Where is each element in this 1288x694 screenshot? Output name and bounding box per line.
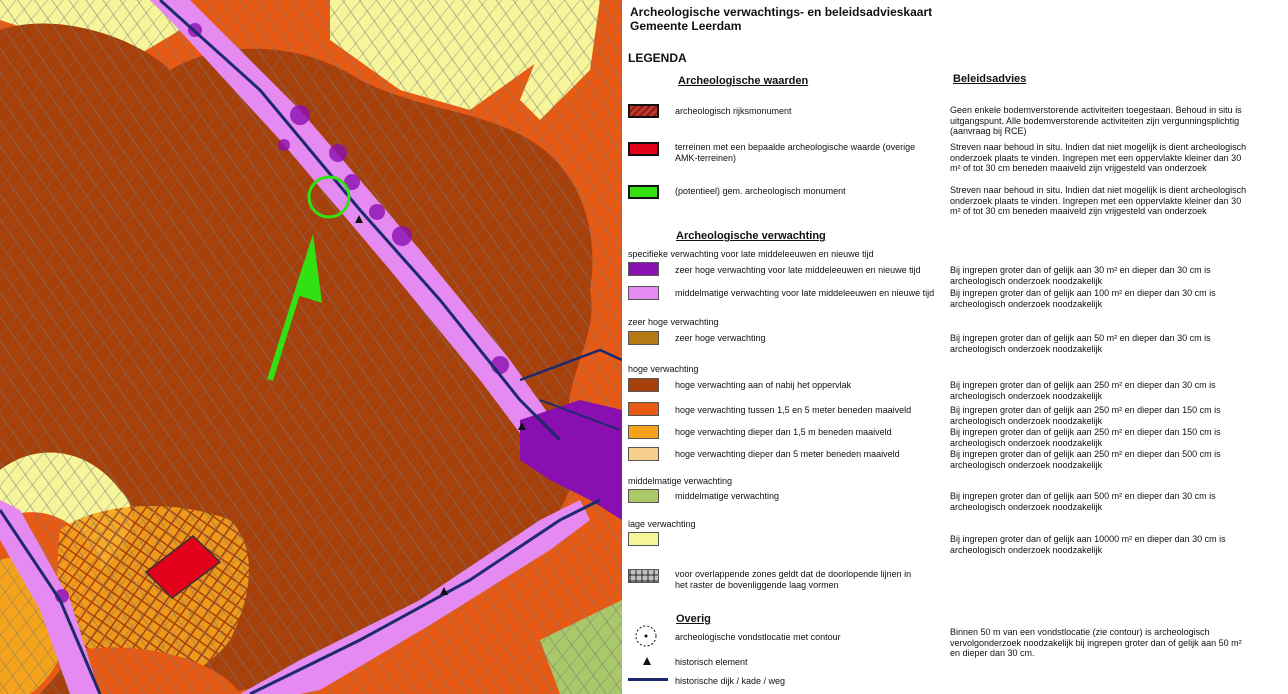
- swatch-green: [628, 489, 659, 503]
- legend-item-label: zeer hoge verwachting voor late middeleeuwen en nieuwe tijd: [675, 265, 921, 275]
- swatch-gem-monument: [628, 185, 659, 199]
- legend-item-label: middelmatige verwachting voor late middeleeuwen en nieuwe tijd: [675, 288, 935, 298]
- swatch-amber: [628, 425, 659, 439]
- map-subtitle: Gemeente Leerdam: [630, 19, 742, 33]
- dotted-circle-icon: [634, 624, 658, 648]
- line-icon: [628, 678, 668, 681]
- values-heading: Archeologische waarden: [678, 75, 809, 87]
- legend-heading: LEGENDA: [628, 51, 687, 65]
- swatch-brown: [628, 378, 659, 392]
- overlap-note: voor overlappende zones geldt dat de doorlopende lijnen in het raster de bovenliggende laag vormen: [675, 569, 912, 590]
- legend-item-label: hoge verwachting aan of nabij het oppervlak: [675, 380, 852, 390]
- legend-item-label: hoge verwachting dieper dan 5 meter beneden maaiveld: [675, 449, 900, 459]
- legend-item-advice: Bij ingrepen groter dan of gelijk aan 30 m² en dieper dan 30 cm is archeologisch onderzoek noodzakelijk: [950, 265, 1211, 286]
- legend-item-advice: Bij ingrepen groter dan of gelijk aan 50 m² en dieper dan 30 cm is archeologisch onderzoek noodzakelijk: [950, 333, 1211, 354]
- swatch-amk: [628, 142, 659, 156]
- legend-item-advice: Bij ingrepen groter dan of gelijk aan 250 m² en dieper dan 150 cm is archeologisch onderzoek noodzakelijk: [950, 405, 1221, 426]
- legend-item-label: hoge verwachting dieper dan 1,5 m beneden maaiveld: [675, 427, 892, 437]
- legend-value-advice: Streven naar behoud in situ. Indien dat niet mogelijk is dient archeologisch onderzoek plaats te vinden. Ingrepen met een oppervlakte kleiner dan 30 m² of tot 30 cm beneden maaiveld zijn vrijgesteld van onderzoek: [950, 185, 1247, 216]
- swatch-purple: [628, 262, 659, 276]
- legend-item-advice: Bij ingrepen groter dan of gelijk aan 250 m² en dieper dan 150 cm is archeologisch onderzoek noodzakelijk: [950, 427, 1221, 448]
- legend-other-advice: Binnen 50 m van een vondstlocatie (zie contour) is archeologisch vervolgonderzoek noodzakelijk bij ingrepen groter dan of gelijk aan 50 m² en dieper dan 30 cm.: [950, 627, 1242, 658]
- legend-value-label: terreinen met een bepaalde archeologische waarde (overige AMK-terreinen): [675, 142, 916, 163]
- legend-item-advice: Bij ingrepen groter dan of gelijk aan 250 m² en dieper dan 500 cm is archeologisch onderzoek noodzakelijk: [950, 449, 1221, 470]
- category-label: middelmatige verwachting: [628, 476, 733, 486]
- legend-item-advice: Bij ingrepen groter dan of gelijk aan 10000 m² en dieper dan 30 cm is archeologisch onderzoek noodzakelijk: [950, 534, 1226, 555]
- swatch-rijksmonument: [628, 104, 659, 118]
- legend-other-label: archeologische vondstlocatie met contour: [675, 632, 841, 642]
- legend-item-advice: Bij ingrepen groter dan of gelijk aan 100 m² en dieper dan 30 cm is archeologisch onderzoek noodzakelijk: [950, 288, 1216, 309]
- legend-other-label: historische dijk / kade / weg: [675, 676, 786, 686]
- map-canvas: [0, 0, 622, 694]
- swatch-peach: [628, 447, 659, 461]
- swatch-lilac: [628, 286, 659, 300]
- other-heading: Overig: [676, 613, 711, 625]
- legend-value-label: archeologisch rijksmonument: [675, 106, 792, 116]
- swatch-ochre: [628, 331, 659, 345]
- swatch-grid: [628, 569, 659, 583]
- legend-item-advice: Bij ingrepen groter dan of gelijk aan 500 m² en dieper dan 30 cm is archeologisch onderzoek noodzakelijk: [950, 491, 1216, 512]
- triangle-icon: [642, 656, 652, 666]
- swatch-yellow: [628, 532, 659, 546]
- legend-item-advice: Bij ingrepen groter dan of gelijk aan 250 m² en dieper dan 30 cm is archeologisch onderzoek noodzakelijk: [950, 380, 1216, 401]
- swatch-orange: [628, 402, 659, 416]
- map-title: Archeologische verwachtings- en beleidsadvieskaart: [630, 5, 933, 19]
- legend-value-label: (potentieel) gem. archeologisch monument: [675, 186, 846, 196]
- category-label: lage verwachting: [628, 519, 696, 529]
- category-label: hoge verwachting: [628, 364, 699, 374]
- advice-heading: Beleidsadvies: [953, 73, 1027, 85]
- legend-other-label: historisch element: [675, 657, 748, 667]
- map-panel[interactable]: [0, 0, 622, 694]
- legend-item-label: middelmatige verwachting: [675, 491, 780, 501]
- legend-item-label: hoge verwachting tussen 1,5 en 5 meter beneden maaiveld: [675, 405, 912, 415]
- legend-panel: [622, 0, 1288, 694]
- expectation-heading: Archeologische verwachting: [676, 230, 826, 242]
- category-label: specifieke verwachting voor late middeleeuwen en nieuwe tijd: [628, 249, 874, 259]
- category-label: zeer hoge verwachting: [628, 317, 719, 327]
- legend-item-label: zeer hoge verwachting: [675, 333, 766, 343]
- legend-value-advice: Geen enkele bodemverstorende activiteiten toegestaan. Behoud in situ is uitgangspunt. Alle bodemverstorende activiteiten zijn vergunningsplichtig (aanvraag bij RCE): [950, 105, 1242, 136]
- legend-value-advice: Streven naar behoud in situ. Indien dat niet mogelijk is dient archeologisch onderzoek plaats te vinden. Ingrepen met een oppervlakte kleiner dan 30 m² of tot 30 cm beneden maaiveld zijn vrijgesteld van onderzoek: [950, 142, 1247, 173]
